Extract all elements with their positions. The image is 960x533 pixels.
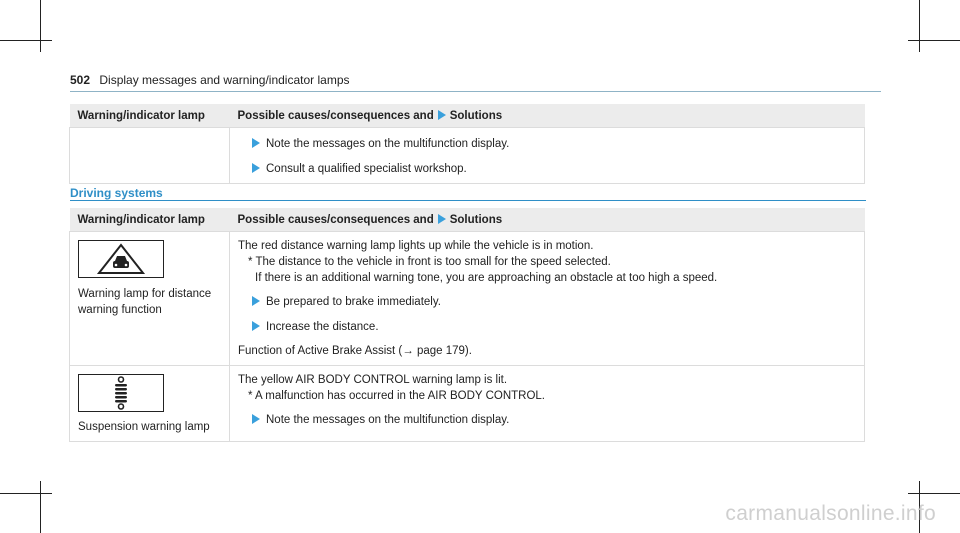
step-arrow-icon: [252, 138, 260, 148]
causes-cell: [230, 366, 865, 442]
step-arrow-icon: [252, 296, 260, 306]
crop-mark: [40, 481, 41, 533]
lamp-cell: [70, 366, 230, 442]
top-table: [69, 104, 865, 184]
col-header-lamp: Warning/indicator lamp: [70, 208, 230, 232]
causes-cell: [230, 128, 865, 184]
col-header-causes-text: Possible causes/consequences and: [237, 213, 434, 226]
crop-mark: [0, 493, 52, 494]
cause-text: The red distance warning lamp lights up while the vehicle is in motion.: [238, 240, 594, 252]
causes-cell: [230, 232, 865, 366]
lamp-label: warning function: [78, 304, 162, 316]
step-text: Note the messages on the multifunction display.: [266, 138, 510, 150]
crop-mark: [40, 0, 41, 52]
solutions-arrow-icon: [438, 214, 446, 224]
step-item: [252, 161, 856, 177]
step-text: Increase the distance.: [266, 321, 379, 333]
page-number: 502: [70, 73, 91, 87]
cause-text: * A malfunction has occurred in the AIR BODY CONTROL.: [248, 390, 546, 402]
col-header-solutions-text: Solutions: [449, 213, 503, 226]
step-item: [252, 319, 856, 335]
step-text: Consult a qualified specialist workshop.: [266, 163, 467, 175]
crop-mark: [908, 493, 960, 494]
lamp-cell: [70, 232, 230, 366]
step-item: [252, 136, 856, 152]
air-suspension-icon: [78, 374, 164, 412]
step-text: Be prepared to brake immediately.: [266, 296, 441, 308]
lamp-label: Suspension warning lamp: [78, 421, 210, 433]
table-row: [70, 232, 865, 366]
step-arrow-icon: [252, 321, 260, 331]
section-rule: [70, 200, 866, 201]
lamp-cell: [70, 128, 230, 184]
col-header-solutions-text: Solutions: [449, 109, 503, 122]
lamp-label: Warning lamp for distance: [78, 288, 212, 300]
step-item: [252, 294, 856, 310]
step-item: [252, 412, 856, 428]
step-arrow-icon: [252, 414, 260, 424]
step-text: Note the messages on the multifunction display.: [266, 414, 510, 426]
crop-mark: [919, 0, 920, 52]
step-arrow-icon: [252, 163, 260, 173]
col-header-causes: [230, 208, 865, 232]
distance-warning-icon: [78, 240, 164, 278]
header-rule: [70, 91, 881, 92]
driving-systems-table: [69, 208, 865, 442]
table-row: [70, 366, 865, 442]
running-header: [70, 73, 350, 87]
col-header-causes-text: Possible causes/consequences and: [237, 109, 434, 122]
cause-text: If there is an additional warning tone, you are approaching an obstacle at too high a speed.: [255, 272, 718, 284]
watermark: carmanualsonline.info: [725, 502, 936, 525]
cause-text: The yellow AIR BODY CONTROL warning lamp is lit.: [238, 374, 508, 386]
cause-text: * The distance to the vehicle in front is too small for the speed selected.: [248, 256, 611, 268]
section-title: Driving systems: [70, 186, 163, 200]
crop-mark: [0, 40, 52, 41]
crop-mark: [908, 40, 960, 41]
header-title: Display messages and warning/indicator lamps: [99, 73, 350, 87]
table-row: [70, 128, 865, 184]
cross-reference: Function of Active Brake Assist (→ page 179).: [238, 345, 472, 357]
col-header-lamp: Warning/indicator lamp: [70, 104, 230, 128]
solutions-arrow-icon: [438, 110, 446, 120]
col-header-causes: [230, 104, 865, 128]
